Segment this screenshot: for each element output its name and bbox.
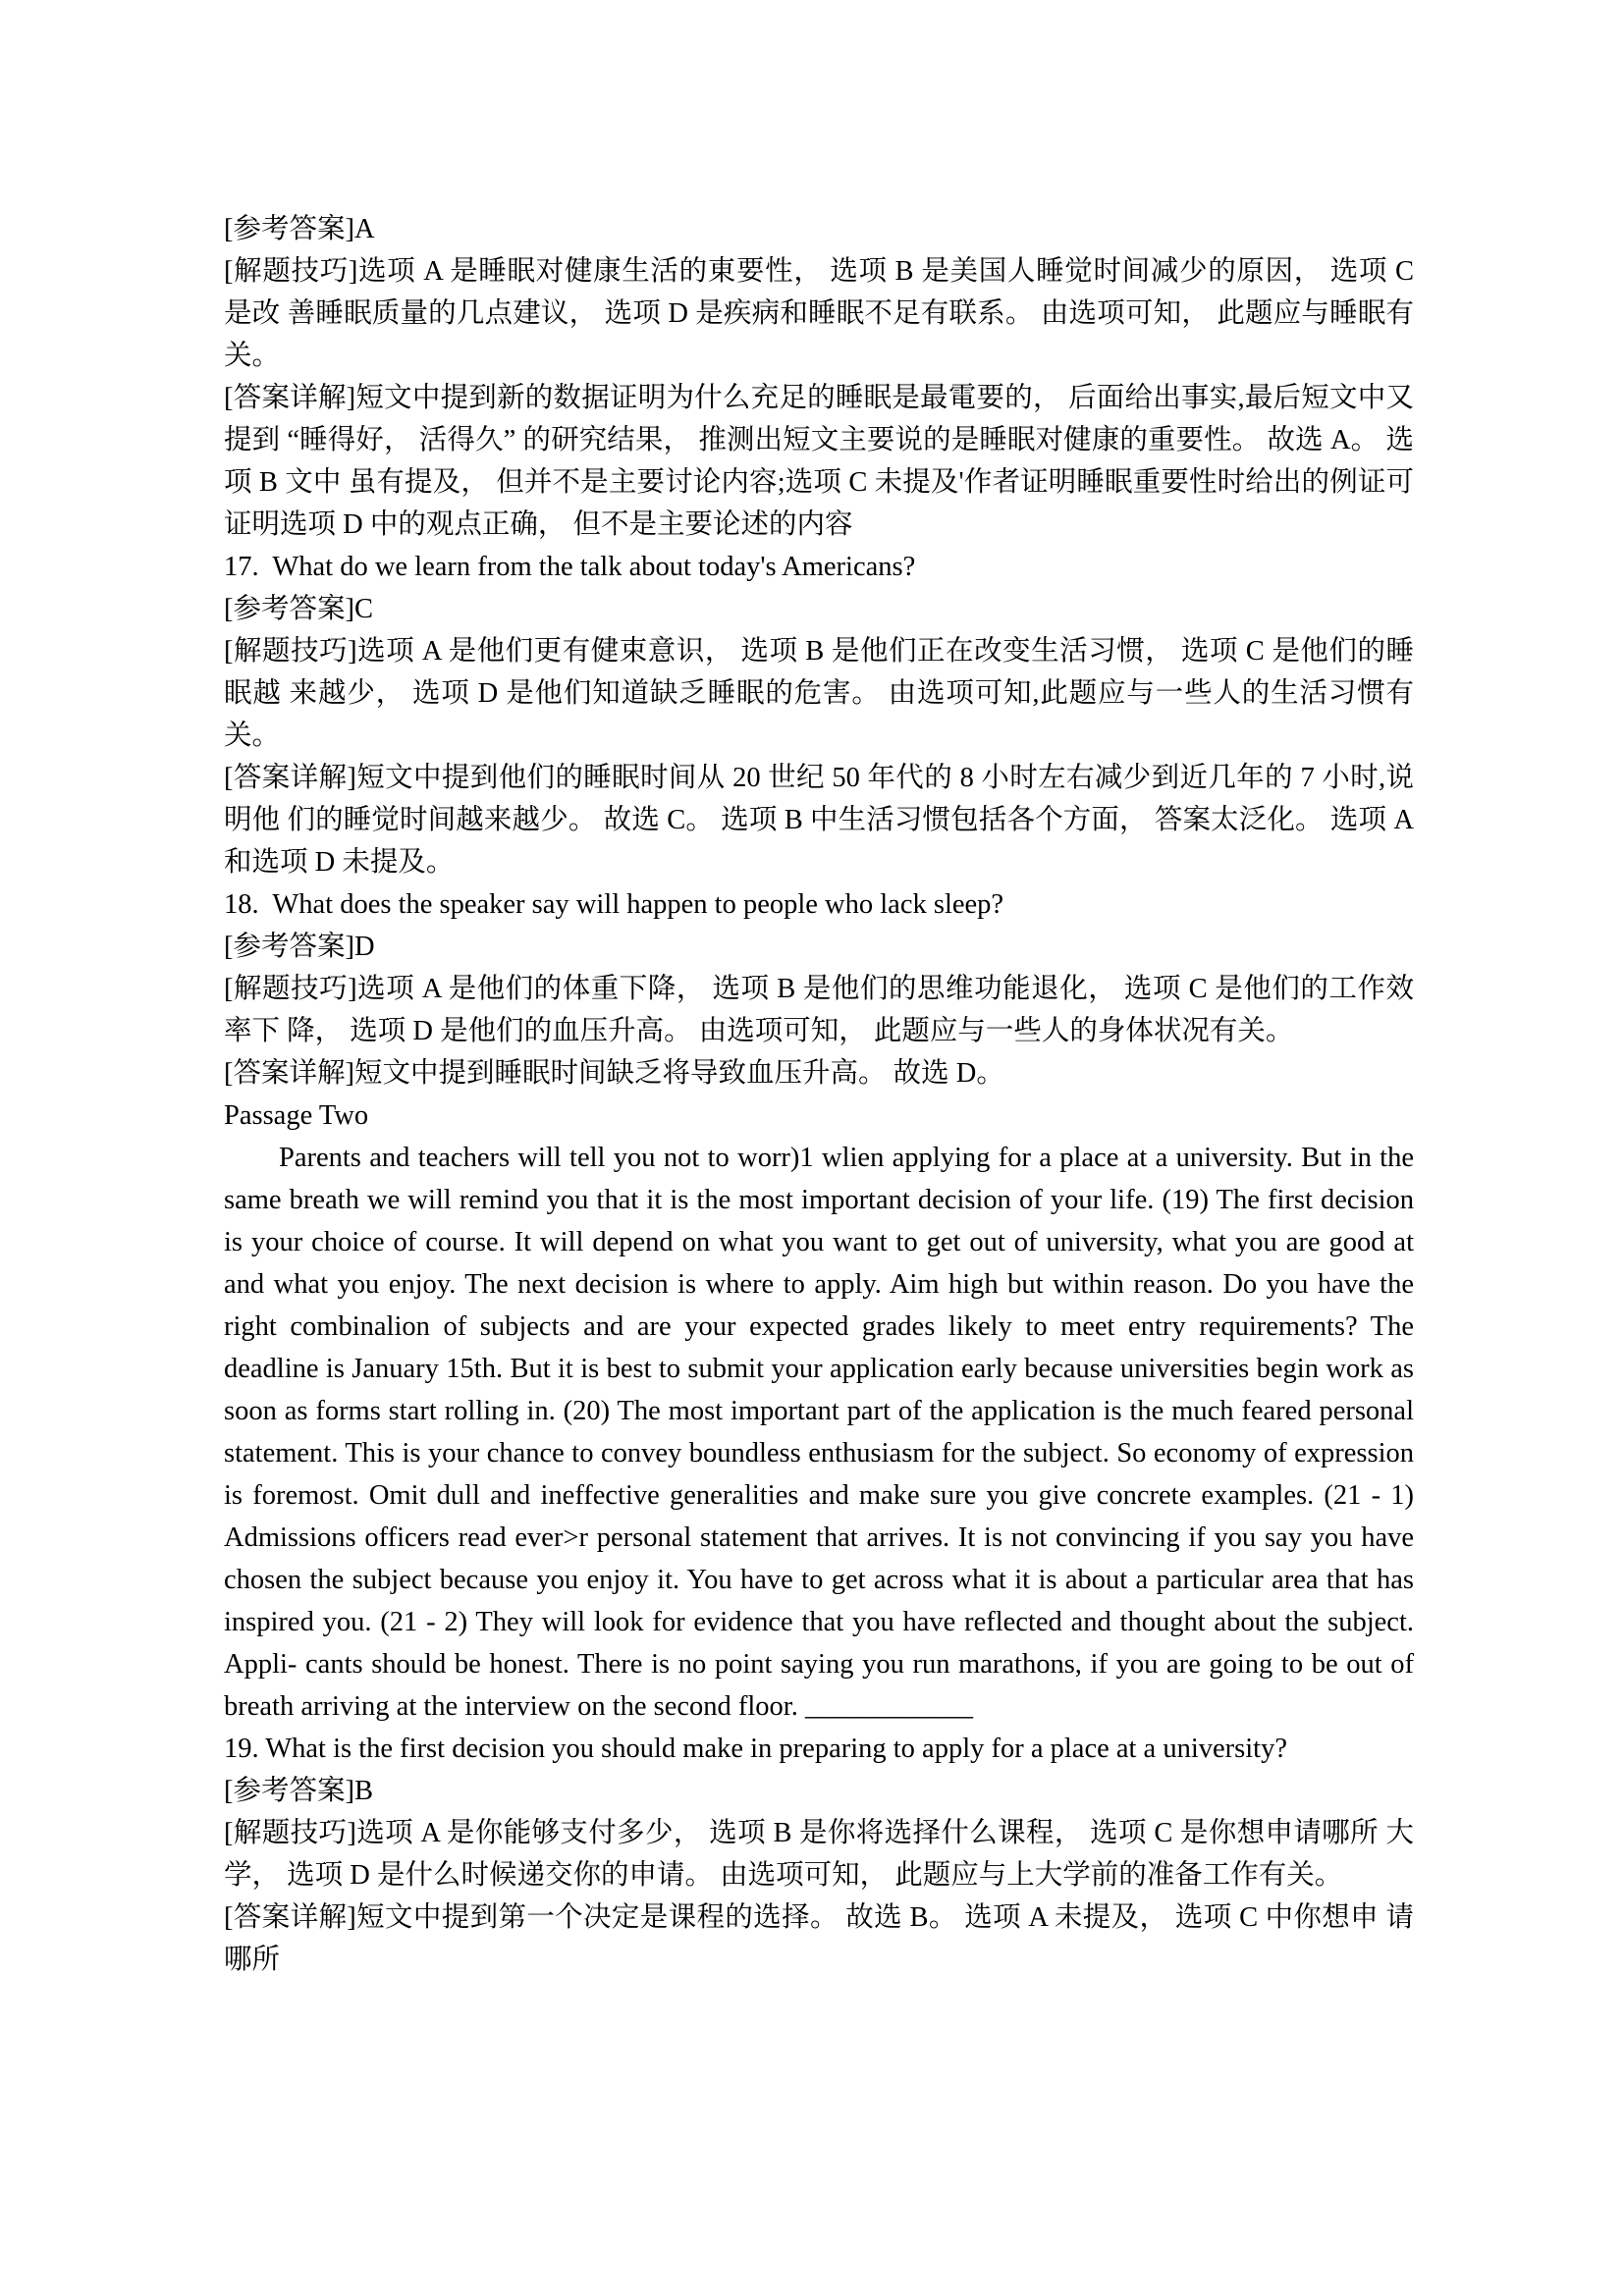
passage-two-text: Parents and teachers will tell you not to worr)1 wlien applying for a place at a university. But in the same breath we will remind you that it is the most important decision of your life. (19) The first decision is your choice of course. It will depend on what you want to get out of university, what you are good at and what you enjoy. The next decision is where to apply. Aim high but within reason. Do you have the right combinalion of subjects and are your expected grades likely to meet entry requirements? The deadline is January 15th. But it is best to submit your application early because universities begin work as soon as forms start rolling in. (20) The most important part of the application is the much feared personal statement. This is your chance to convey boundless enthusiasm for the subject. So economy of expression is foremost. Omit dull and ineffective generalities and make sure you give concrete examples. (21 - 1) Admissions officers read ever>r personal statement that arrives. It is not convincing if you say you have chosen the subject because you enjoy it. You have to get across what it is about a particular area that has inspired you. (21 - 2) They will look for evidence that you have reflected and thought about the subject. Appli- cants should be honest. There is no point saying you run marathons, if you are going to be out of breath arriving at the interview on the second floor. ____________ [224, 1143, 1414, 1722]
technique-note-q16: [解题技巧]选项 A 是睡眠对健康生活的東要性， 选项 B 是美国人睡觉时间减少的原因， 选项 C 是改 善睡眠质量的几点建议， 选项 D 是疾病和睡眠不足有联系。 由选项可知， 此题应与睡眠有关。 [224, 256, 1414, 371]
answer-ref-q18: [参考答案]D [224, 932, 375, 962]
detail-explanation-q19: [答案详解]短文中提到第一个决定是课程的选择。 故选 B。 选项 A 未提及， 选项 C 中你想申 请哪所 [224, 1902, 1414, 1975]
detail-explanation-q18: [答案详解]短文中提到睡眠时间缺乏将导致血压升高。 故选 D。 [224, 1058, 1004, 1089]
technique-note-q19: [解题技巧]选项 A 是你能够支付多少， 选项 B 是你将选择什么课程， 选项 C 是你想申请哪所 大学， 选项 D 是什么时候递交你的申请。 由选项可知， 此题应与上大学前的准备工作有关。 [224, 1818, 1414, 1891]
question-18: 18. What does the speaker say will happen to people who lack sleep? [224, 889, 1004, 920]
detail-explanation-q16: [答案详解]短文中提到新的数据证明为什么充足的睡眠是最電要的， 后面给出事实,最后短文中又 提到 “睡得好， 活得久” 的研究结果， 推测出短文主要说的是睡眠对健康的重要性。 故选 A。 选项 B 文中 虽有提及， 但并不是主要讨论内容;选项 C 未提及'作者证明睡眠重要性时给出的例证可证明选项 D 中的观点正确， 但不是主要论述的内容 [224, 383, 1414, 540]
passage-two-heading: Passage Two [224, 1100, 369, 1131]
answer-ref-q16: [参考答案]A [224, 214, 375, 244]
question-19: 19. What is the first decision you should make in preparing to apply for a place at a university? [224, 1734, 1287, 1764]
technique-note-q18: [解题技巧]选项 A 是他们的体重下降， 选项 B 是他们的思维功能退化， 选项 C 是他们的工作效率下 降， 选项 D 是他们的血压升高。 由选项可知， 此题应与一些人的身体状况有关。 [224, 974, 1414, 1046]
answer-ref-q19: [参考答案]B [224, 1776, 373, 1806]
technique-note-q17: [解题技巧]选项 A 是他们更有健束意识， 选项 B 是他们正在改变生活习惯， 选项 C 是他们的睡眠越 来越少， 选项 D 是他们知道缺乏睡眠的危害。 由选项可知,此题应与一些人的生活习惯有关。 [224, 636, 1414, 751]
question-17: 17. What do we learn from the talk about today's Americans? [224, 552, 916, 582]
detail-explanation-q17: [答案详解]短文中提到他们的睡眠时间从 20 世纪 50 年代的 8 小时左右减少到近几年的 7 小时,说明他 们的睡觉时间越来越少。 故选 C。 选项 B 中生活习惯包括各个方面， 答案太泛化。 选项 A 和选项 D 未提及。 [224, 763, 1414, 878]
answer-ref-q17: [参考答案]C [224, 594, 373, 624]
